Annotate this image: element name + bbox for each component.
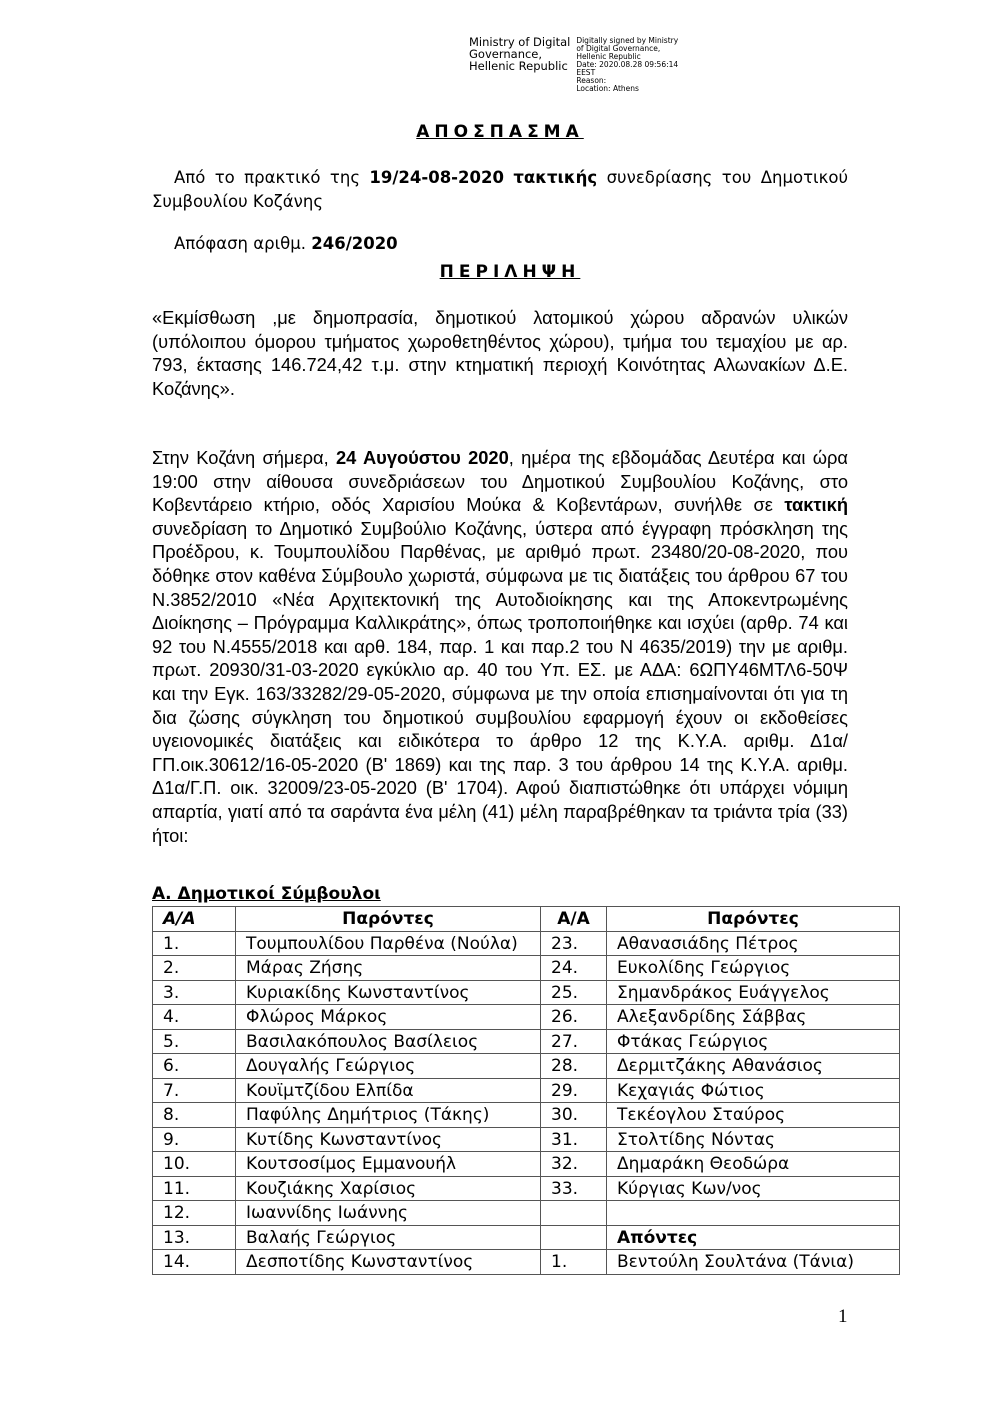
councillor-name-right: Στολτίδης Νόντας (607, 1127, 900, 1152)
councillor-name-left: Βαλαής Γεώργιος (236, 1225, 541, 1250)
row-number-right (541, 1201, 607, 1226)
row-number-right: 30. (541, 1103, 607, 1128)
table-row (153, 1176, 900, 1201)
councillor-name-right: Σημανδράκος Ευάγγελος (607, 980, 900, 1005)
row-number-right: 26. (541, 1005, 607, 1030)
row-number-left: 1. (153, 931, 236, 956)
table-row (153, 1103, 900, 1128)
councillor-name-left: Κυτίδης Κωνσταντίνος (236, 1127, 541, 1152)
councillor-name-left: Παφύλης Δημήτριος (Τάκης) (236, 1103, 541, 1128)
councillor-name-left: Κουϊμτζίδου Ελπίδα (236, 1078, 541, 1103)
row-number-left: 9. (153, 1127, 236, 1152)
row-number-right: 29. (541, 1078, 607, 1103)
table-row (153, 1152, 900, 1177)
row-number-right: 31. (541, 1127, 607, 1152)
meeting-type: τακτική (784, 494, 848, 516)
councillor-name-left: Δεσποτίδης Κωνσταντίνος (236, 1250, 541, 1275)
councillor-name-left: Κουζιάκης Χαρίσιος (236, 1176, 541, 1201)
table-row (153, 1225, 900, 1250)
intro-paragraph: Από το πρακτικό της 19/24-08-2020 τακτικής συνεδρίασης του Δημοτικού Συμβουλίου Κοζάνης (152, 168, 848, 211)
table-row (153, 1078, 900, 1103)
attendance-table (152, 906, 900, 1275)
row-number-left: 14. (153, 1250, 236, 1275)
session-number: 19/24-08-2020 (369, 168, 504, 187)
table-row (153, 931, 900, 956)
row-number-left: 7. (153, 1078, 236, 1103)
table-row (153, 956, 900, 981)
summary-title: ΠΕΡΙΛΗΨΗ (439, 262, 581, 282)
row-number-left: 11. (153, 1176, 236, 1201)
signature-details: Digitally signed by Ministry of Digital Governance, Hellenic Republic Date: 2020.08.28 09:56:14 EEST Reason: Location: Athens (576, 36, 679, 93)
table-row (153, 1201, 900, 1226)
table-row (153, 1054, 900, 1079)
decision-number: 246/2020 (311, 234, 398, 253)
councillor-name-left: Τουμπουλίδου Παρθένα (Νούλα) (236, 931, 541, 956)
councillor-name-left: Βασιλακόπουλος Βασίλειος (236, 1029, 541, 1054)
page-number: 1 (838, 1306, 848, 1327)
table-row (153, 1250, 900, 1275)
row-number-right: 25. (541, 980, 607, 1005)
table-body (153, 931, 900, 1274)
meeting-date: 24 Αυγούστου 2020 (335, 447, 509, 468)
row-number-left: 8. (153, 1103, 236, 1128)
row-number-right: 23. (541, 931, 607, 956)
row-number-right (541, 1225, 607, 1250)
decision-number-line: Απόφαση αριθμ. 246/2020 (174, 234, 398, 253)
row-number-right: 32. (541, 1152, 607, 1177)
row-number-left: 4. (153, 1005, 236, 1030)
row-number-left: 6. (153, 1054, 236, 1079)
councillor-name-right: Δερμιτζάκης Αθανάσιος (607, 1054, 900, 1079)
header-present-right: Παρόντες (607, 907, 900, 932)
councillor-name-right: Δημαράκη Θεοδώρα (607, 1152, 900, 1177)
row-number-left: 13. (153, 1225, 236, 1250)
councillor-name-left: Κυριακίδης Κωνσταντίνος (236, 980, 541, 1005)
councillor-name-right: Φτάκας Γεώργιος (607, 1029, 900, 1054)
councillor-name-right: Κεχαγιάς Φώτιος (607, 1078, 900, 1103)
councillor-name-right: Αλεξανδρίδης Σάββας (607, 1005, 900, 1030)
councillor-name-right: Κύργιας Κων/νος (607, 1176, 900, 1201)
councillor-name-right (607, 1201, 900, 1226)
absent-heading: Απόντες (607, 1225, 900, 1250)
row-number-right: 33. (541, 1176, 607, 1201)
councillor-name-left: Ιωαννίδης Ιωάννης (236, 1201, 541, 1226)
row-number-right: 27. (541, 1029, 607, 1054)
councillor-name-left: Δουγαλής Γεώργιος (236, 1054, 541, 1079)
session-type: τακτικής (513, 168, 598, 187)
row-number-left: 5. (153, 1029, 236, 1054)
digital-signature-block (469, 36, 678, 93)
table-row (153, 1127, 900, 1152)
table-row (153, 1029, 900, 1054)
header-aa-right: Α/Α (541, 907, 607, 932)
councillor-name-left: Μάρας Ζήσης (236, 956, 541, 981)
councillor-name-right: Ευκολίδης Γεώργιος (607, 956, 900, 981)
table-row (153, 1005, 900, 1030)
councillor-name-right: Βεντούλη Σουλτάνα (Τάνια) (607, 1250, 900, 1275)
row-number-right: 28. (541, 1054, 607, 1079)
row-number-right: 24. (541, 956, 607, 981)
section-title-councillors: Α. Δημοτικοί Σύμβουλοι (152, 884, 381, 904)
signer-name: Ministry of Digital Governance, Hellenic Republic (469, 35, 571, 73)
councillor-name-left: Κουτσοσίμος Εμμανουήλ (236, 1152, 541, 1177)
header-present-left: Παρόντες (236, 907, 541, 932)
row-number-left: 12. (153, 1201, 236, 1226)
header-aa-left: Α/Α (153, 907, 236, 932)
councillor-name-right: Τεκέογλου Σταύρος (607, 1103, 900, 1128)
document-title: ΑΠΟΣΠΑΣΜΑ (416, 122, 584, 142)
row-number-left: 10. (153, 1152, 236, 1177)
table-header-row (153, 907, 900, 932)
councillor-name-right: Αθανασιάδης Πέτρος (607, 931, 900, 956)
councillor-name-left: Φλώρος Μάρκος (236, 1005, 541, 1030)
row-number-right: 1. (541, 1250, 607, 1275)
body-paragraph: Στην Κοζάνη σήμερα, 24 Αυγούστου 2020, ημέρα της εβδομάδας Δευτέρα και ώρα 19:00 στην αίθουσα συνεδριάσεων του Δημοτικού Συμβουλίου Κοζάνης, στο Κοβεντάρειο κτήριο, οδός Χαρισίου Μούκα & Κοβεντάρων, συνήλθε σε τακτική συνεδρίαση το Δημοτικό Συμβούλιο Κοζάνης, ύστερα από έγγραφη πρόσκληση της Προέδρου, κ. Τουμπουλίδου Παρθένας, με αριθμό πρωτ. 23480/20-08-2020, που δόθηκε στον καθένα Σύμβουλο χωριστά, σύμφωνα με τις διατάξεις του άρθρου 67 του Ν.3852/2010 «Νέα Αρχιτεκτονική της Αυτοδιοίκησης και της Αποκεντρωμένης Διοίκησης – Πρόγραμμα Καλλικράτης», όπως τροποποιήθηκε και ισχύει (αρθρ. 74 και 92 του Ν.4555/2018 και αρθ. 184, παρ. 1 και παρ.2 του Ν 4635/2019) την με αριθμ. πρωτ. 20930/31-03-2020 εγκύκλιο αρ. 40 του Υπ. ΕΣ. με ΑΔΑ: 6ΩΠΥ46ΜΤΛ6-50Ψ και την Εγκ. 163/33282/29-05-2020, σύμφωνα με την οποία επισημαίνονται ότι για τη δια ζώσης σύγκληση του δημοτικού συμβουλίου εφαρμογή έχουν οι εκδοθείσες υγειονομικές διατάξεις και ειδικότερα το άρθρο 12 της Κ.Υ.Α. αριθμ. Δ1α/ΓΠ.οικ.30612/16-05-2020 (Β' 1869) και της παρ. 3 του άρθρου 14 της Κ.Υ.Α. αριθμ. Δ1α/Γ.Π. οικ. 32009/23-05-2020 (Β' 1704). Αφού διαπιστώθηκε ότι υπάρχει νόμιμη απαρτία, γιατί από τα σαράντα ένα μέλη (41) μέλη παραβρέθηκαν τα τριάντα τρία (33) ήτοι: (152, 447, 848, 846)
table-row (153, 980, 900, 1005)
summary-paragraph: «Εκμίσθωση ,με δημοπρασία, δημοτικού λατομικού χώρου αδρανών υλικών (υπόλοιπου όμορου τμήματος χωροθετηθέντος χώρου), τμήμα του τεμαχίου με αρ. 793, έκτασης 146.724,42 τ.μ. στην κτηματική περιοχή Κοινότητας Αλωνακίων Δ.Ε. Κοζάνης». (152, 307, 848, 399)
row-number-left: 3. (153, 980, 236, 1005)
row-number-left: 2. (153, 956, 236, 981)
